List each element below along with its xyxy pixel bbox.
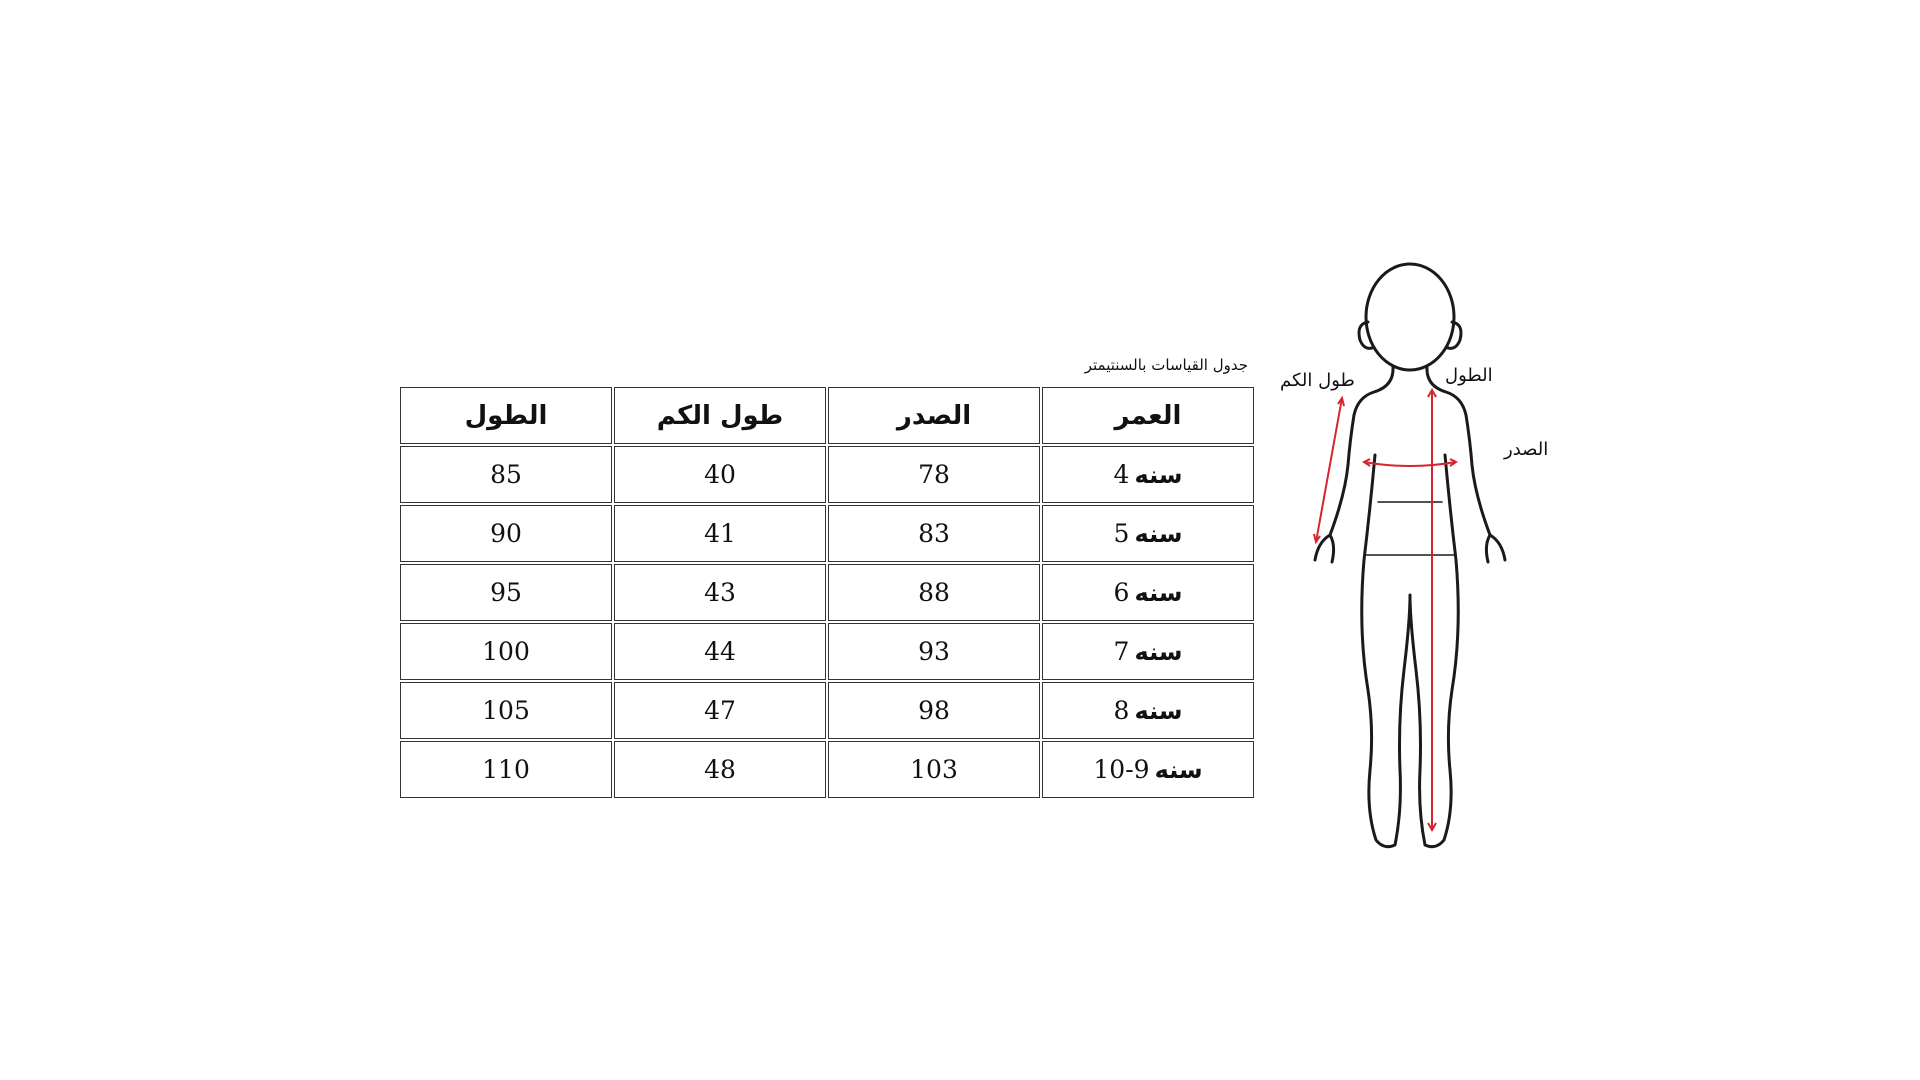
cell-sleeve: 43 — [614, 564, 826, 621]
chest-label: الصدر — [1504, 439, 1549, 460]
cell-length: 100 — [400, 623, 612, 680]
sleeve-measure-line — [1316, 398, 1342, 542]
age-number: 6 — [1113, 578, 1130, 607]
age-number: 7 — [1113, 637, 1130, 666]
cell-sleeve: 47 — [614, 682, 826, 739]
cell-age — [1042, 741, 1254, 798]
age-unit: سنه — [1134, 520, 1183, 548]
age-unit: سنه — [1134, 638, 1183, 666]
cell-age — [1042, 446, 1254, 503]
cell-sleeve: 41 — [614, 505, 826, 562]
cell-chest: 83 — [828, 505, 1040, 562]
cell-length: 90 — [400, 505, 612, 562]
age-unit: سنه — [1134, 461, 1183, 489]
child-body-figure — [1270, 250, 1570, 860]
measure-lines — [1314, 390, 1456, 830]
head-shape — [1366, 264, 1454, 370]
cell-age — [1042, 505, 1254, 562]
body-outline — [1315, 264, 1505, 847]
table-row — [400, 564, 1254, 621]
age-unit: سنه — [1134, 579, 1183, 607]
table-header-row — [400, 387, 1254, 444]
cell-age — [1042, 682, 1254, 739]
chest-measure-line — [1364, 462, 1456, 466]
table-caption: جدول القياسات بالسنتيمتر — [1084, 356, 1248, 374]
table-row — [400, 446, 1254, 503]
cell-length: 85 — [400, 446, 612, 503]
sleeve-label: طول الكم — [1280, 370, 1355, 391]
cell-age — [1042, 623, 1254, 680]
age-number: 4 — [1113, 460, 1130, 489]
cell-length: 110 — [400, 741, 612, 798]
torso-outline — [1315, 367, 1505, 562]
age-number: 8 — [1113, 696, 1130, 725]
legs-outline — [1362, 455, 1459, 847]
age-unit: سنه — [1154, 756, 1203, 784]
cell-sleeve: 44 — [614, 623, 826, 680]
header-length: الطول — [400, 387, 612, 444]
cell-length: 105 — [400, 682, 612, 739]
age-number: 9-10 — [1093, 755, 1150, 784]
cell-chest: 93 — [828, 623, 1040, 680]
cell-chest: 78 — [828, 446, 1040, 503]
cell-sleeve: 40 — [614, 446, 826, 503]
cell-length: 95 — [400, 564, 612, 621]
cell-chest: 98 — [828, 682, 1040, 739]
age-unit: سنه — [1134, 697, 1183, 725]
table-row — [400, 682, 1254, 739]
age-number: 5 — [1113, 519, 1130, 548]
length-label: الطول — [1445, 365, 1493, 386]
table-row — [400, 741, 1254, 798]
cell-chest: 103 — [828, 741, 1040, 798]
table-row — [400, 623, 1254, 680]
header-age: العمر — [1042, 387, 1254, 444]
size-chart-table — [398, 385, 1256, 800]
cell-chest: 88 — [828, 564, 1040, 621]
cell-sleeve: 48 — [614, 741, 826, 798]
header-sleeve: طول الكم — [614, 387, 826, 444]
cell-age — [1042, 564, 1254, 621]
table-row — [400, 505, 1254, 562]
header-chest: الصدر — [828, 387, 1040, 444]
